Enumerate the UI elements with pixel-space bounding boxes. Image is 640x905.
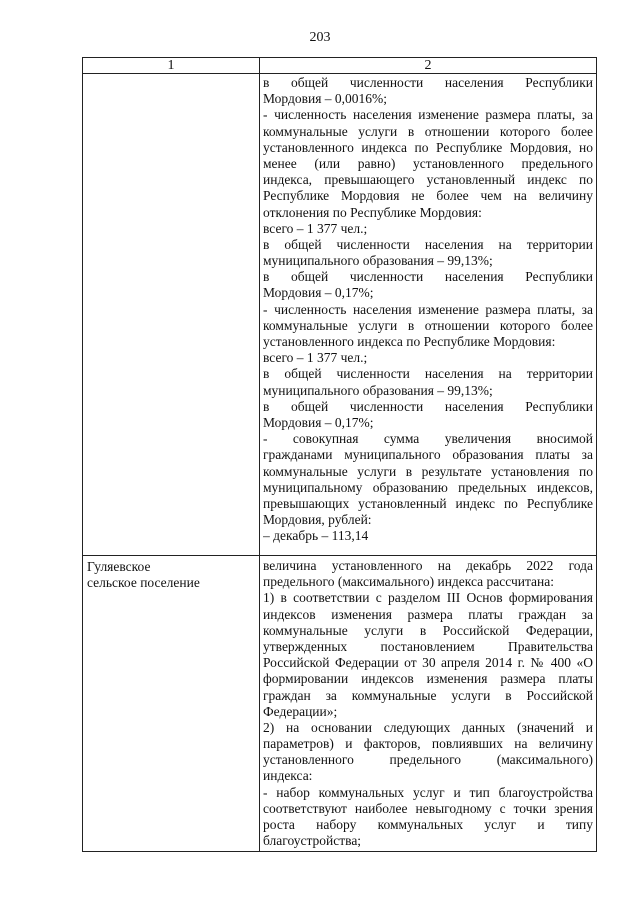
row-text-cell xyxy=(260,556,597,852)
text-line: установленного индекса по Республике Мордовия: xyxy=(263,334,556,349)
text-line: индексов изменения размера платы граждан за xyxy=(263,606,593,622)
row-label-cell xyxy=(83,556,260,852)
text-line: Мордовия, рублей: xyxy=(263,512,372,528)
text-line: - численность населения изменение размера платы, за xyxy=(263,301,593,317)
text-line: в общей численности населения на территории xyxy=(263,366,593,382)
text-line: Российской Федерации от 30 апреля 2014 г. № 400 «О xyxy=(263,655,593,671)
text-line: в общей численности населения Республики xyxy=(263,398,593,414)
table-header-row xyxy=(83,58,597,74)
text-line: муниципального образования – 99,13%; xyxy=(263,382,493,398)
table-row xyxy=(83,556,597,852)
text-line: коммунальные услуги в отношении которого более xyxy=(263,123,593,139)
text-line: всего – 1 377 чел.; xyxy=(263,220,368,236)
text-line: коммунальные услуги в Российской Федерации, xyxy=(263,622,593,638)
text-line: - набор коммунальных услуг и тип благоустройства xyxy=(263,784,593,800)
text-line: коммунальные услуги в результате установления по xyxy=(263,463,593,479)
text-line: роста набору коммунальных услуг и типу xyxy=(263,817,593,832)
text-line: Федерации»; xyxy=(263,703,338,719)
text-line: граждан за коммунальные услуги в Российской xyxy=(263,687,593,703)
text-line: соответствуют наиболее невыгодному с точки зрения xyxy=(263,800,593,816)
text-line: Мордовия – 0,17%; xyxy=(263,285,374,301)
text-line: всего – 1 377 чел.; xyxy=(263,350,368,366)
text-line: установленного предельного (максимального) xyxy=(263,752,593,768)
row-label-cell xyxy=(83,74,260,556)
text-line: в общей численности населения на территории xyxy=(263,236,593,252)
text-line: Мордовия – 0,0016%; xyxy=(263,91,388,107)
text-line: Мордовия – 0,17%; xyxy=(263,414,374,430)
text-line: отклонения по Республике Мордовия: xyxy=(263,204,482,220)
text-line: благоустройства; xyxy=(263,833,362,849)
text-line: индекса, превышающего установленный индекс по xyxy=(263,172,593,188)
text-line: в общей численности населения Республики xyxy=(263,75,593,90)
text-line: муниципальному образованию предельных индексов, xyxy=(263,479,593,495)
text-line: – декабрь – 113,14 xyxy=(263,528,369,544)
settlement-type-line: сельское поселение xyxy=(87,575,200,591)
text-line: в общей численности населения Республики xyxy=(263,269,593,285)
text-line: коммунальные услуги в отношении которого более xyxy=(263,317,593,333)
text-line: менее (или равно) установленного предельного xyxy=(263,155,593,171)
text-line: - совокупная сумма увеличения вносимой xyxy=(263,431,593,447)
text-line: утвержденных постановлением Правительства xyxy=(263,638,593,654)
text-line: - численность населения изменение размера платы, за xyxy=(263,107,593,123)
text-line: формировании индексов изменения размера платы xyxy=(263,671,593,687)
text-line: предельного (максимального) индекса рассчитана: xyxy=(263,574,555,590)
text-line: установленного индекса по Республике Мордовия, но xyxy=(263,139,593,155)
table-row xyxy=(83,74,597,556)
text-line: Республике Мордовия не более чем на величину xyxy=(263,188,593,204)
text-line: гражданами муниципального образования платы за xyxy=(263,447,593,463)
settlement-name-line: Гуляевское xyxy=(87,559,151,574)
text-line: величина установленного на декабрь 2022 года xyxy=(263,558,593,573)
column-header-2: 2 xyxy=(260,58,597,74)
text-line: муниципального образования – 99,13%; xyxy=(263,253,493,269)
text-line: параметров) и факторов, повлиявших на величину xyxy=(263,736,593,752)
page-number: 203 xyxy=(309,30,331,45)
text-line: 1) в соответствии с разделом III Основ формирования xyxy=(263,590,593,606)
column-header-1: 1 xyxy=(83,58,260,74)
text-line: 2) на основании следующих данных (значений и xyxy=(263,719,593,735)
row-text-cell xyxy=(260,74,597,556)
text-line: индекса: xyxy=(263,768,313,784)
text-line: превышающих установленный индекс по Республике xyxy=(263,495,593,511)
document-table xyxy=(82,57,597,852)
